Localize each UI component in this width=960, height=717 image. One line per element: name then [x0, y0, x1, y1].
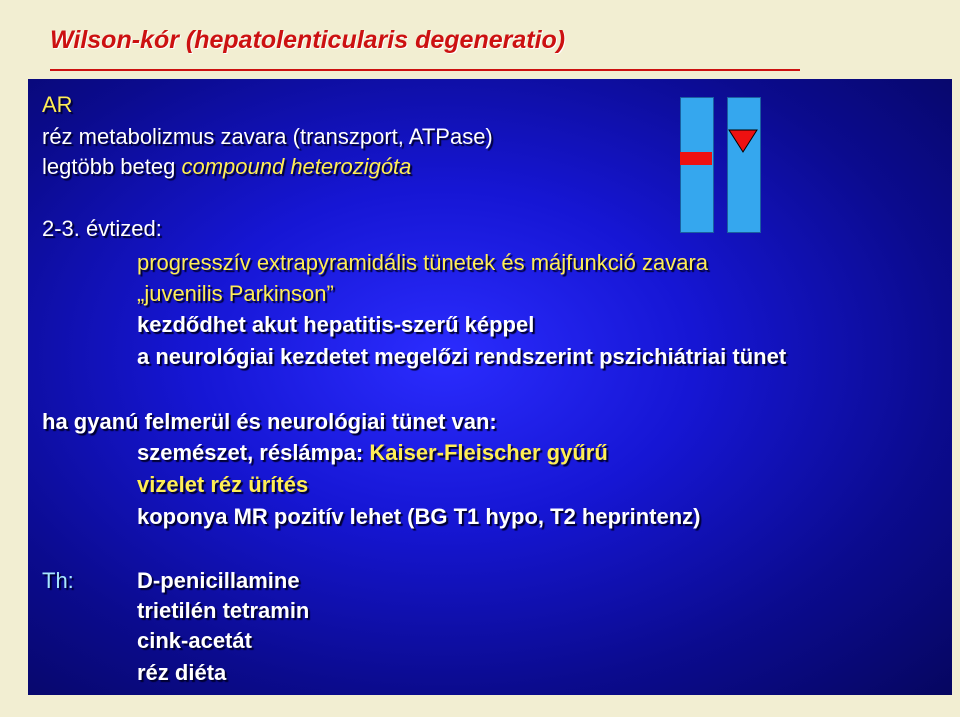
therapy-label: Th:	[42, 568, 74, 593]
onset-line-3: kezdődhet akut hepatitis-szerű képpel	[137, 312, 535, 337]
mutation-triangle	[727, 129, 759, 153]
diagnosis-heading: ha gyanú felmerül és neurológiai tünet van:	[42, 409, 497, 434]
onset-line-4: a neurológiai kezdetet megelőzi rendszerint pszichiátriai tünet	[137, 344, 787, 369]
genotype-prefix: legtöbb beteg	[42, 154, 182, 179]
therapy-item: D-penicillamine	[137, 568, 300, 593]
genotype-highlight: compound heterozigóta	[181, 154, 412, 179]
slide-title: Wilson-kór (hepatolenticularis degeneratio)	[50, 26, 566, 54]
onset-heading: 2-3. évtized:	[42, 216, 162, 241]
therapy-item: réz diéta	[137, 660, 227, 685]
onset-line-2: „juvenilis Parkinson”	[137, 281, 334, 306]
diagnosis-line-1-prefix: szemészet, réslámpa:	[137, 440, 370, 465]
kaiser-fleischer-highlight: Kaiser-Fleischer gyűrű	[369, 440, 608, 465]
diagnosis-line-1	[137, 440, 608, 466]
therapy-item: cink-acetát	[137, 628, 252, 653]
onset-line-1: progresszív extrapyramidális tünetek és májfunkció zavara	[137, 250, 709, 275]
chromosome-right	[727, 97, 761, 233]
title-underline	[50, 69, 800, 71]
therapy-item: trietilén tetramin	[137, 598, 310, 623]
diagnosis-line-3: koponya MR pozitív lehet (BG T1 hypo, T2 heprintenz)	[137, 504, 701, 529]
genotype-line	[42, 154, 411, 180]
copper-metabolism-line: réz metabolizmus zavara (transzport, ATPase)	[42, 124, 493, 149]
mutation-band	[680, 152, 712, 165]
chromosome-left	[680, 97, 714, 233]
inheritance-label: AR	[42, 92, 73, 117]
diagnosis-line-2: vizelet réz ürítés	[137, 472, 309, 497]
